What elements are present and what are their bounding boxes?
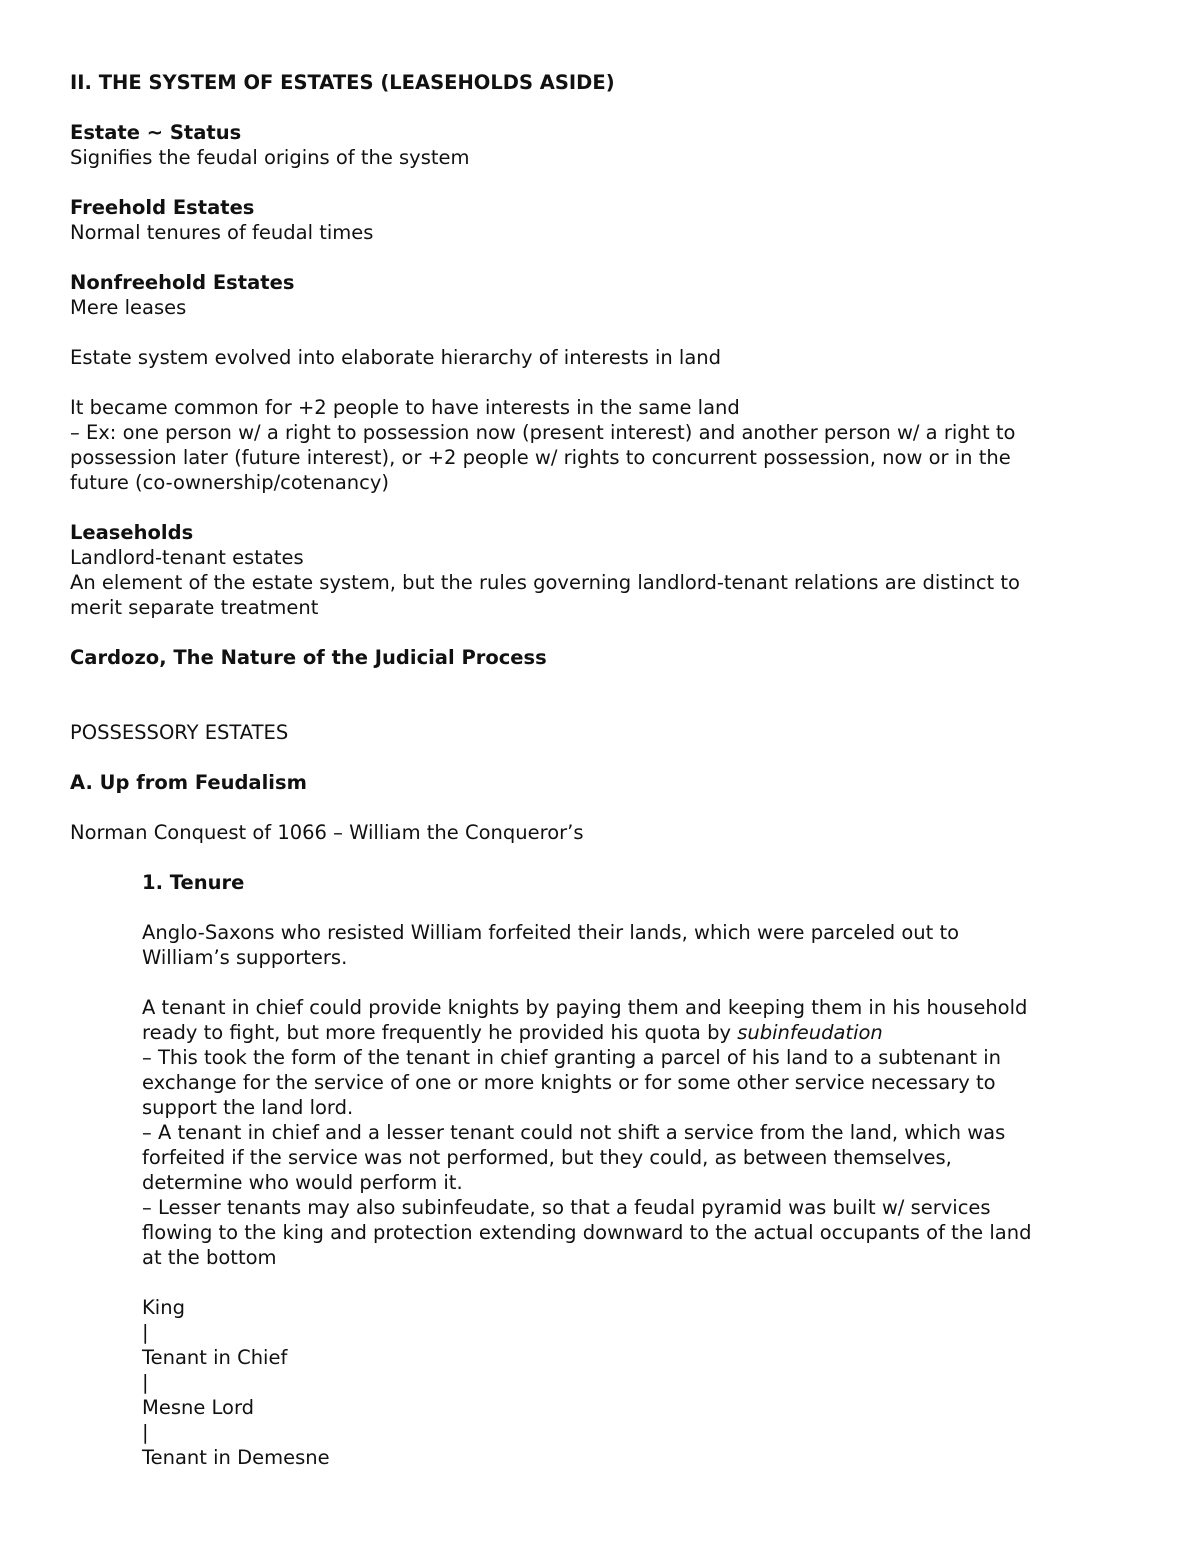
text-tenure-p2e: support the land lord. <box>142 1096 354 1119</box>
text-freehold: Normal tenures of feudal times <box>70 221 374 244</box>
text-leaseholds-1: Landlord-tenant estates <box>70 546 304 569</box>
pyramid-mesne-lord: Mesne Lord <box>142 1396 255 1419</box>
text-tenure-p2b <box>142 1020 1130 1045</box>
text-example-1: – Ex: one person w/ a right to possession now (present interest) and another person w/ a right to <box>70 421 1016 444</box>
heading-freehold: Freehold Estates <box>70 196 255 219</box>
document-title: II. THE SYSTEM OF ESTATES (LEASEHOLDS ASIDE) <box>70 71 615 94</box>
text-evolved: Estate system evolved into elaborate hierarchy of interests in land <box>70 346 722 369</box>
text-tenure-p2f: – A tenant in chief and a lesser tenant could not shift a service from the land, which was <box>142 1121 1006 1144</box>
text-tenure-p2b-pre: ready to fight, but more frequently he provided his quota by <box>142 1021 738 1044</box>
text-tenure-p2a: A tenant in chief could provide knights by paying them and keeping them in his household <box>142 996 1028 1019</box>
pyramid-separator-2: | <box>142 1371 149 1394</box>
heading-estate-status: Estate ~ Status <box>70 121 242 144</box>
text-common: It became common for +2 people to have interests in the same land <box>70 396 740 419</box>
text-tenure-p1b: William’s supporters. <box>142 946 348 969</box>
pyramid-separator-1: | <box>142 1321 149 1344</box>
pyramid-tenant-in-chief: Tenant in Chief <box>142 1346 288 1369</box>
text-tenure-p2d: exchange for the service of one or more knights or for some other service necessary to <box>142 1071 996 1094</box>
text-tenure-p2c: – This took the form of the tenant in chief granting a parcel of his land to a subtenant in <box>142 1046 1002 1069</box>
heading-possessory-estates: POSSESSORY ESTATES <box>70 721 289 744</box>
text-estate-status: Signifies the feudal origins of the system <box>70 146 470 169</box>
heading-nonfreehold: Nonfreehold Estates <box>70 271 295 294</box>
text-subinfeudation: subinfeudation <box>737 1021 883 1044</box>
text-tenure-p2k: at the bottom <box>142 1246 277 1269</box>
text-tenure-p2j: flowing to the king and protection extending downward to the actual occupants of the land <box>142 1221 1032 1244</box>
text-example-2: possession later (future interest), or +2 people w/ rights to concurrent possession, now or in the <box>70 446 1011 469</box>
text-nonfreehold: Mere leases <box>70 296 187 319</box>
pyramid-tenant-in-demesne: Tenant in Demesne <box>142 1446 330 1469</box>
text-tenure-p2g: forfeited if the service was not performed, but they could, as between themselves, <box>142 1146 952 1169</box>
pyramid-king: King <box>142 1296 185 1319</box>
tenure-section <box>70 870 1130 1470</box>
text-example-3: future (co-ownership/cotenancy) <box>70 471 389 494</box>
heading-cardozo: Cardozo, The Nature of the Judicial Process <box>70 646 547 669</box>
pyramid-separator-3: | <box>142 1421 149 1444</box>
heading-leaseholds: Leaseholds <box>70 521 194 544</box>
text-leaseholds-2b: merit separate treatment <box>70 596 319 619</box>
text-leaseholds-2a: An element of the estate system, but the rules governing landlord-tenant relations are distinct to <box>70 571 1020 594</box>
heading-section-a: A. Up from Feudalism <box>70 771 307 794</box>
text-tenure-p2i: – Lesser tenants may also subinfeudate, so that a feudal pyramid was built w/ services <box>142 1196 991 1219</box>
heading-tenure: 1. Tenure <box>142 871 245 894</box>
text-norman-conquest: Norman Conquest of 1066 – William the Conqueror’s <box>70 821 584 844</box>
text-tenure-p2h: determine who would perform it. <box>142 1171 463 1194</box>
text-tenure-p1a: Anglo-Saxons who resisted William forfeited their lands, which were parceled out to <box>142 921 960 944</box>
document-page <box>70 70 1130 1470</box>
